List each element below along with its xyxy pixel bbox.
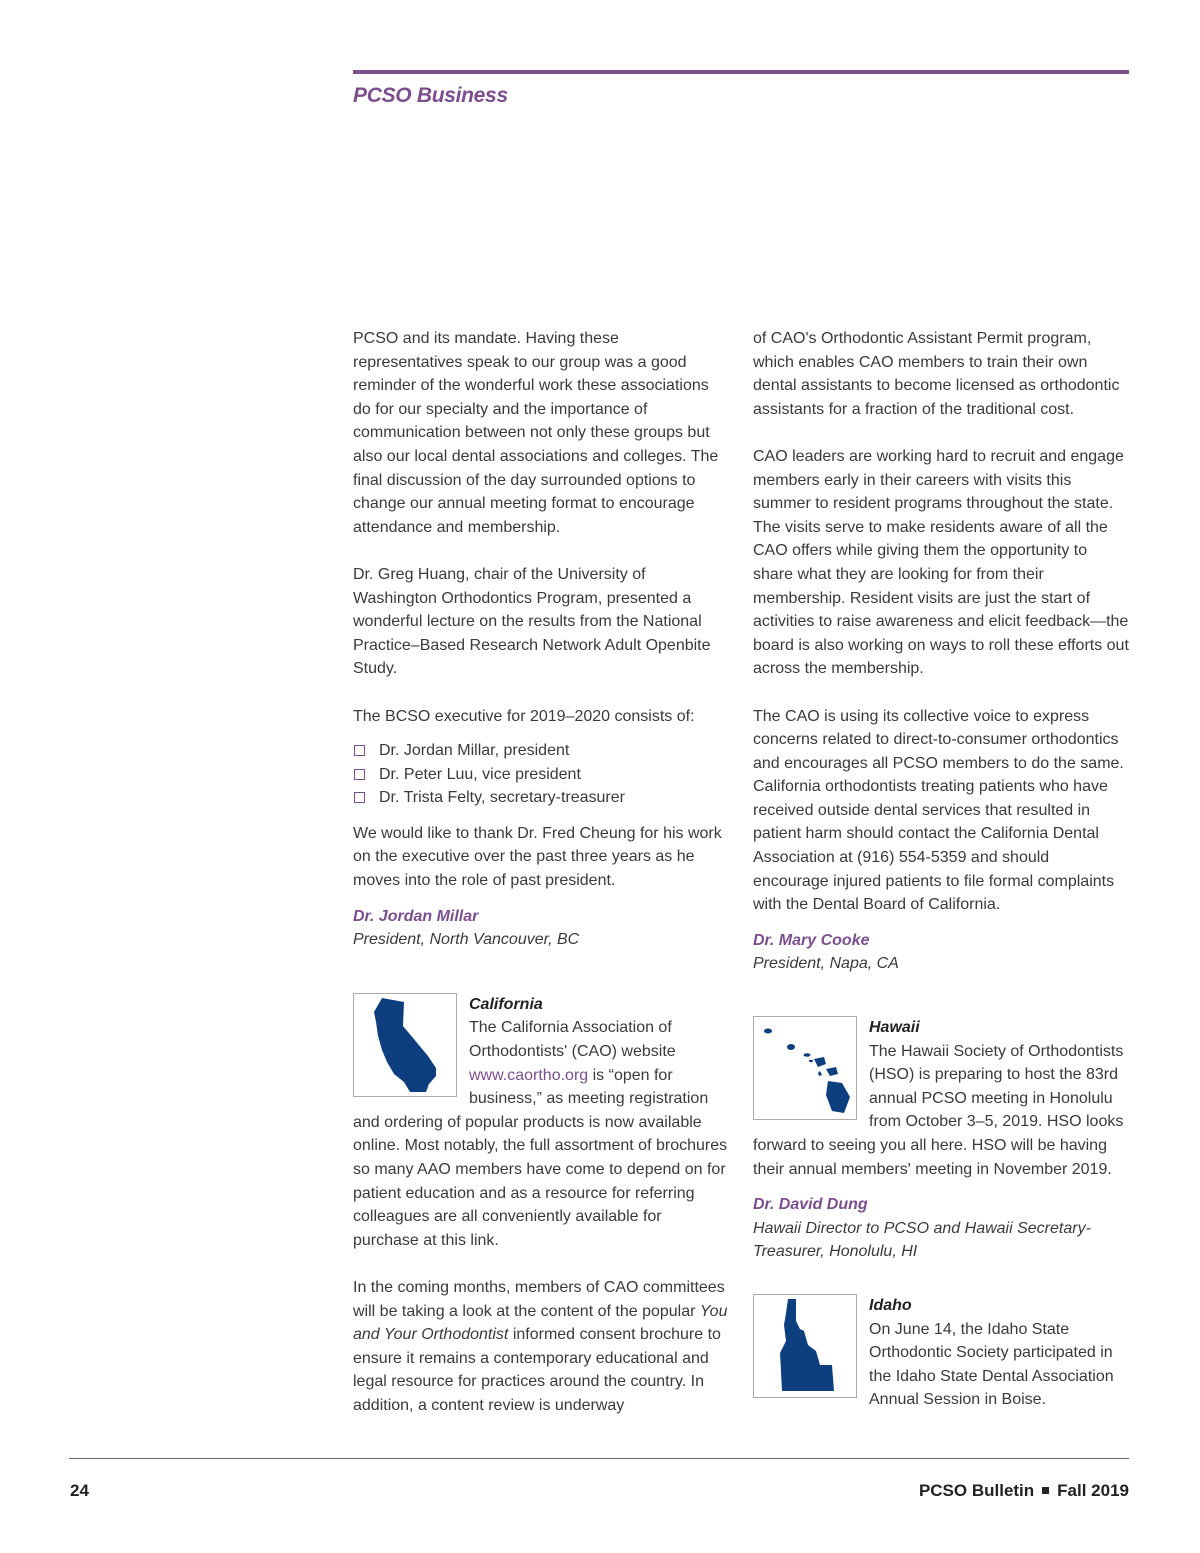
california-heading: California: [469, 995, 543, 1013]
idaho-text: On June 14, the Idaho State Orthodontic Society participated in the Idaho State Dental Association Annual Session in Boise.: [869, 1320, 1114, 1409]
bullet-square-icon: [354, 745, 365, 756]
hawaii-map-icon: [753, 1016, 857, 1120]
signature-role: President, North Vancouver, BC: [353, 931, 580, 949]
california-map-icon: [353, 993, 457, 1097]
list-item: Dr. Jordan Millar, president: [353, 739, 729, 763]
section-title: PCSO Business: [353, 84, 508, 107]
california-section: [353, 993, 729, 1418]
hawaii-text: The Hawaii Society of Orthodontists (HSO) is preparing to host the 83rd annual PCSO meeting in Honolulu from October 3–5, 2019. HSO looks forward to seeing you all here. HSO will be having their annual members' meeting in November 2019.: [753, 1042, 1124, 1178]
right-paragraph-2: CAO leaders are working hard to recruit and engage members early in their careers with visits this summer to resident programs throughout the state. The visits serve to make residents aware of all the CAO offers while giving them the opportunity to share what they are looking for from their membership. Resident visits are just the start of activities to raise awareness and elicit feedback—the board is also working on ways to roll these efforts out across the membership.: [753, 447, 1129, 678]
separator-square-icon: [1042, 1487, 1049, 1494]
caortho-link[interactable]: www.caortho.org: [469, 1066, 589, 1084]
signature-role: Hawaii Director to PCSO and Hawaii Secretary-Treasurer, Honolulu, HI: [753, 1219, 1091, 1261]
list-item: Dr. Trista Felty, secretary-treasurer: [353, 786, 729, 810]
publication-name: PCSO Bulletin: [918, 1481, 1035, 1500]
page-number: 24: [70, 1481, 89, 1500]
bullet-square-icon: [354, 792, 365, 803]
idaho-map-icon: [753, 1294, 857, 1398]
list-item: Dr. Peter Luu, vice president: [353, 763, 729, 787]
signature-role: President, Napa, CA: [753, 955, 899, 973]
california-paragraph-2: In the coming months, members of CAO committees will be taking a look at the content of the popular You and Your Orthodontist informed consent brochure to ensure it remains a contemporary educational and legal resource for practices around the country. In addition, a content review is underway: [353, 1278, 728, 1414]
idaho-heading: Idaho: [869, 1296, 912, 1314]
signature-name: Dr. David Dung: [753, 1196, 868, 1214]
left-paragraph-4: We would like to thank Dr. Fred Cheung for his work on the executive over the past three years as he moves into the role of past president.: [353, 824, 722, 890]
signature-name: Dr. Jordan Millar: [353, 907, 479, 925]
idaho-section: [753, 1294, 1129, 1412]
executive-list: [353, 739, 729, 810]
issue-date: Fall 2019: [1057, 1481, 1129, 1500]
publication-info: [919, 1481, 1129, 1501]
left-paragraph-3: The BCSO executive for 2019–2020 consists of:: [353, 707, 695, 725]
right-paragraph-1: of CAO's Orthodontic Assistant Permit program, which enables CAO members to train their own dental assistants to become licensed as orthodontic assistants for a fraction of the traditional cost.: [753, 330, 1120, 418]
left-paragraph-1: PCSO and its mandate. Having these representatives speak to our group was a good reminder of the wonderful work these associations do for our specialty and the importance of communication between not only these groups but also our local dental associations and colleges. The final discussion of the day surrounded options to change our annual meeting format to encourage attendance and membership.: [353, 330, 719, 536]
left-column: [353, 327, 729, 1418]
california-text: The California Association of Orthodontists' (CAO) website www.caortho.org is “open for business,” as meeting registration and ordering of popular products is now available online. Most notably, the full assortment of brochures so many AAO members have come to depend on for patient education and as a resource for referring colleagues are all conveniently available for purchase at this link.: [353, 1019, 728, 1249]
left-paragraph-2: Dr. Greg Huang, chair of the University of Washington Orthodontics Program, presented a wonderful lecture on the results from the National Practice–Based Research Network Adult Openbite Study.: [353, 565, 711, 678]
footer-rule: [69, 1458, 1129, 1459]
right-paragraph-3: The CAO is using its collective voice to express concerns related to direct-to-consumer orthodontics and encourages all PCSO members to do the same. California orthodontists treating patients who have received outside dental services that resulted in patient harm should contact the California Dental Association at (916) 554-5359 and should encourage injured patients to file formal complaints with the Dental Board of California.: [753, 707, 1124, 914]
hawaii-section: [753, 1016, 1129, 1264]
signature-name: Dr. Mary Cooke: [753, 931, 870, 949]
hawaii-heading: Hawaii: [869, 1019, 920, 1037]
header-rule: [353, 70, 1129, 74]
right-column: [753, 327, 1129, 1412]
bullet-square-icon: [354, 769, 365, 780]
